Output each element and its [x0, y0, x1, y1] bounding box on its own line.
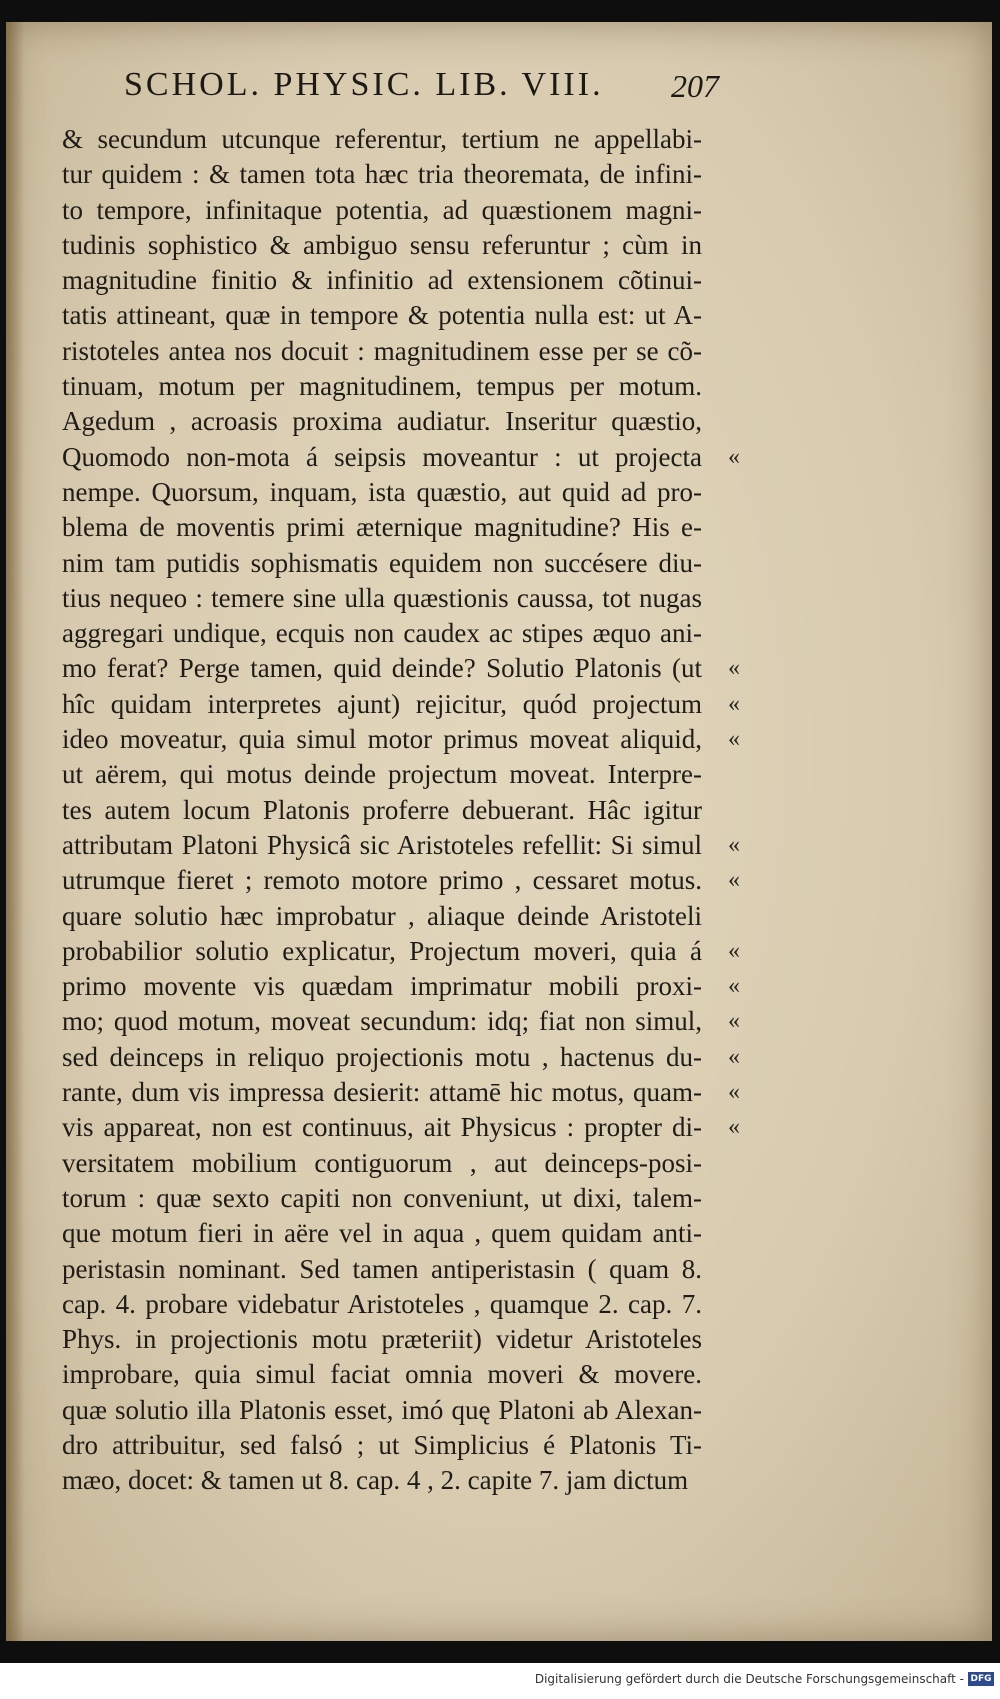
- line-text: & secundum utcunque referentur, tertium ne appellabi-: [62, 124, 702, 154]
- line-text: quæ solutio illa Platonis esset, imó quę Platoni ab Alexan-: [62, 1394, 702, 1425]
- text-line: [62, 510, 702, 545]
- text-line: [62, 228, 702, 263]
- line-text: to tempore, infinitaque potentia, ad quæstionem magni-: [62, 194, 702, 225]
- text-line: [62, 440, 740, 475]
- line-text: tius nequeo : temere sine ulla quæstionis caussa, tot nugas: [62, 582, 702, 613]
- margin-quote-mark: «: [728, 1008, 740, 1035]
- text-line: [62, 1393, 702, 1428]
- line-text: hîc quidam interpretes ajunt) rejicitur, quód projectum: [62, 688, 702, 719]
- line-text: blema de moventis primi æternique magnitudine? His e-: [62, 512, 702, 543]
- page-number: 207: [671, 68, 719, 104]
- margin-quote-mark: «: [728, 937, 740, 964]
- footer-credit: Digitalisierung gefördert durch die Deutsche Forschungsgemeinschaft -: [534, 1672, 964, 1686]
- line-text: attributam Platoni Physicâ sic Aristoteles refellit: Si simul: [62, 829, 702, 860]
- line-text: Agedum , acroasis proxima audiatur. Inseritur quæstio,: [62, 406, 702, 437]
- text-line: [62, 687, 740, 722]
- footer-strip: [0, 1663, 1000, 1699]
- text-line: [62, 369, 702, 404]
- text-line: [62, 899, 702, 934]
- text-line: [62, 1004, 740, 1039]
- text-line: [62, 1040, 740, 1075]
- line-text: improbare, quia simul faciat omnia moveri & movere.: [62, 1359, 702, 1390]
- line-text: nempe. Quorsum, inquam, ista quæstio, aut quid ad pro-: [62, 476, 702, 507]
- text-line: [62, 863, 740, 898]
- dfg-logo-icon: DFG: [968, 1672, 994, 1686]
- line-text: que motum fieri in aëre vel in aqua , quem quidam anti-: [62, 1218, 702, 1249]
- text-line: [62, 334, 702, 369]
- line-text: tinuam, motum per magnitudinem, tempus per motum.: [62, 371, 702, 402]
- text-line: [62, 581, 702, 616]
- line-text: Quomodo non-mota á seipsis moveantur : ut projecta: [62, 441, 702, 472]
- text-line: [62, 404, 702, 439]
- text-line: [62, 1216, 702, 1251]
- margin-quote-mark: «: [728, 867, 740, 894]
- text-line: [62, 828, 740, 863]
- margin-quote-mark: «: [728, 690, 740, 717]
- line-text: utrumque fieret ; remoto motore primo , cessaret motus.: [62, 865, 702, 896]
- text-line: [62, 616, 702, 651]
- line-text: quare solutio hæc improbatur , aliaque deinde Aristoteli: [62, 900, 702, 931]
- text-line: [62, 1357, 702, 1392]
- line-text: cap. 4. probare videbatur Aristoteles , quamque 2. cap. 7.: [62, 1288, 702, 1319]
- line-text: tur quidem : & tamen tota hæc tria theoremata, de infini-: [62, 159, 702, 190]
- line-text: dro attribuitur, sed falsó ; ut Simplicius é Platonis Ti-: [62, 1429, 702, 1460]
- text-line: [62, 722, 740, 757]
- margin-quote-mark: «: [728, 1114, 740, 1141]
- line-text: versitatem mobilium contiguorum , aut deinceps-posi-: [62, 1147, 702, 1178]
- line-text: torum : quæ sexto capiti non conveniunt, ut dixi, talem-: [62, 1182, 702, 1213]
- text-line: [62, 651, 740, 686]
- line-text: tatis attineant, quæ in tempore & potentia nulla est: ut A-: [62, 300, 702, 331]
- text-line: [62, 934, 740, 969]
- text-line: [62, 757, 702, 792]
- line-text: Phys. in projectionis motu præteriit) videtur Aristoteles: [62, 1324, 702, 1355]
- text-line: [62, 1075, 740, 1110]
- line-text: primo movente vis quædam imprimatur mobili proxi-: [62, 971, 702, 1002]
- line-text: mo; quod motum, moveat secundum: idq; fiat non simul,: [62, 1006, 702, 1037]
- line-text: nim tam putidis sophismatis equidem non succésere diu-: [62, 547, 702, 578]
- text-line: [62, 475, 702, 510]
- line-text: ristoteles antea nos docuit : magnitudinem esse per se cõ-: [62, 335, 702, 366]
- margin-quote-mark: «: [728, 655, 740, 682]
- text-line: [62, 157, 702, 192]
- line-text: mæo, docet: & tamen ut 8. cap. 4 , 2. capite 7. jam dictum: [62, 1465, 689, 1496]
- line-text: sed deinceps in reliquo projectionis motu , hactenus du-: [62, 1041, 702, 1072]
- text-line: [62, 546, 702, 581]
- line-text: ut aërem, qui motus deinde projectum moveat. Interpre-: [62, 759, 702, 790]
- text-line: [62, 969, 740, 1004]
- line-text: tudinis sophistico & ambiguo sensu referuntur ; cùm in: [62, 229, 702, 260]
- line-text: aggregari undique, ecquis non caudex ac stipes æquo ani-: [62, 618, 702, 649]
- text-line: [62, 1463, 702, 1498]
- line-text: magnitudine finitio & infinitio ad extensionem cõtinui-: [62, 265, 702, 296]
- text-line: [62, 1428, 702, 1463]
- text-line: [62, 1322, 702, 1357]
- margin-quote-mark: «: [728, 443, 740, 470]
- margin-quote-mark: «: [728, 973, 740, 1000]
- line-text: mo ferat? Perge tamen, quid deinde? Solutio Platonis (ut: [62, 653, 702, 684]
- line-text: peristasin nominant. Sed tamen antiperistasin ( quam 8.: [62, 1253, 702, 1284]
- line-text: rante, dum vis impressa desierit: attamē hic motus, quam-: [62, 1077, 702, 1108]
- running-head: SCHOL. PHYSIC. LIB. VIII.: [124, 66, 604, 103]
- margin-quote-mark: «: [728, 1043, 740, 1070]
- text-line: [62, 1146, 702, 1181]
- book-page: [6, 22, 992, 1641]
- text-line: [62, 1110, 740, 1145]
- page-gutter-shadow: [6, 22, 24, 1641]
- text-block: [62, 122, 740, 1499]
- line-text: tes autem locum Platonis proferre debuerant. Hâc igitur: [62, 794, 702, 825]
- text-line: [62, 793, 702, 828]
- text-line: [62, 1287, 702, 1322]
- text-line: [62, 1252, 702, 1287]
- line-text: vis appareat, non est continuus, ait Physicus : propter di-: [62, 1112, 702, 1143]
- text-line: [62, 298, 702, 333]
- text-line: [62, 1181, 702, 1216]
- margin-quote-mark: «: [728, 831, 740, 858]
- line-text: probabilior solutio explicatur, Projectum moveri, quia á: [62, 935, 702, 966]
- margin-quote-mark: «: [728, 726, 740, 753]
- text-line: [62, 193, 702, 228]
- text-line: [62, 263, 702, 298]
- margin-quote-mark: «: [728, 1079, 740, 1106]
- line-text: ideo moveatur, quia simul motor primus moveat aliquid,: [62, 724, 702, 755]
- text-line: [62, 122, 702, 157]
